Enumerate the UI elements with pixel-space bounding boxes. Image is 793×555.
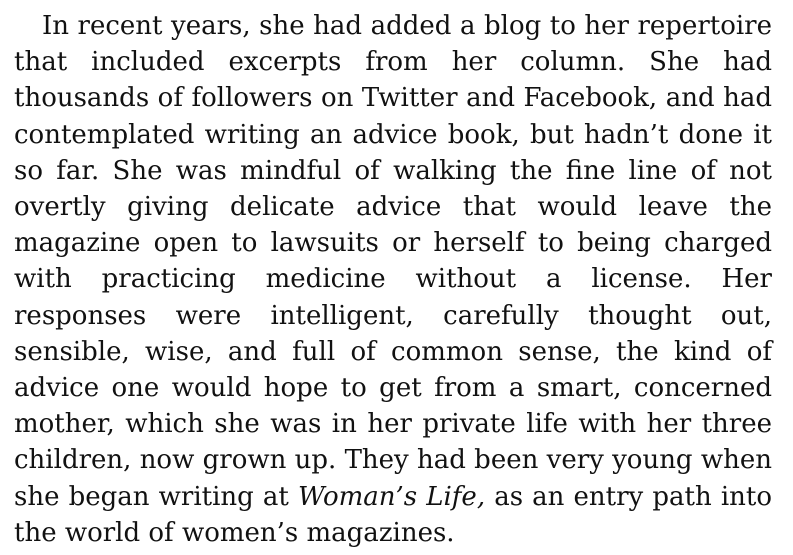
paragraph-line: that included excerpts from her column. She had xyxy=(14,47,772,78)
paragraph-line: thousands of followers on Twitter and Facebook, and had xyxy=(14,83,772,114)
paragraph-line-with-title xyxy=(14,479,772,515)
line-text-after-title: as an entry path into xyxy=(494,481,772,512)
paragraph-line: mother, which she was in her private life with her three xyxy=(14,409,772,440)
document-page xyxy=(14,8,772,551)
paragraph-line: advice one would hope to get from a smart, concerned xyxy=(14,373,772,404)
paragraph-line: overtly giving delicate advice that would leave the xyxy=(14,192,772,223)
paragraph-line: contemplated writing an advice book, but hadn’t done it xyxy=(14,119,772,150)
paragraph-line: with practicing medicine without a license. Her xyxy=(14,264,772,295)
paragraph-last-line: the world of women’s magazines. xyxy=(14,517,455,548)
magazine-title: Woman’s Life, xyxy=(297,481,486,512)
paragraph-line: so far. She was mindful of walking the fine line of not xyxy=(14,155,772,186)
line-text-before-title: she began writing at xyxy=(14,481,289,512)
paragraph-line: responses were intelligent, carefully thought out, xyxy=(14,300,772,331)
paragraph-line: magazine open to lawsuits or herself to being charged xyxy=(14,228,772,259)
paragraph-line: sensible, wise, and full of common sense, the kind of xyxy=(14,336,772,367)
paragraph-line: In recent years, she had added a blog to her repertoire xyxy=(42,11,772,41)
body-paragraph xyxy=(14,8,772,551)
paragraph-line: children, now grown up. They had been very young when xyxy=(14,445,772,476)
